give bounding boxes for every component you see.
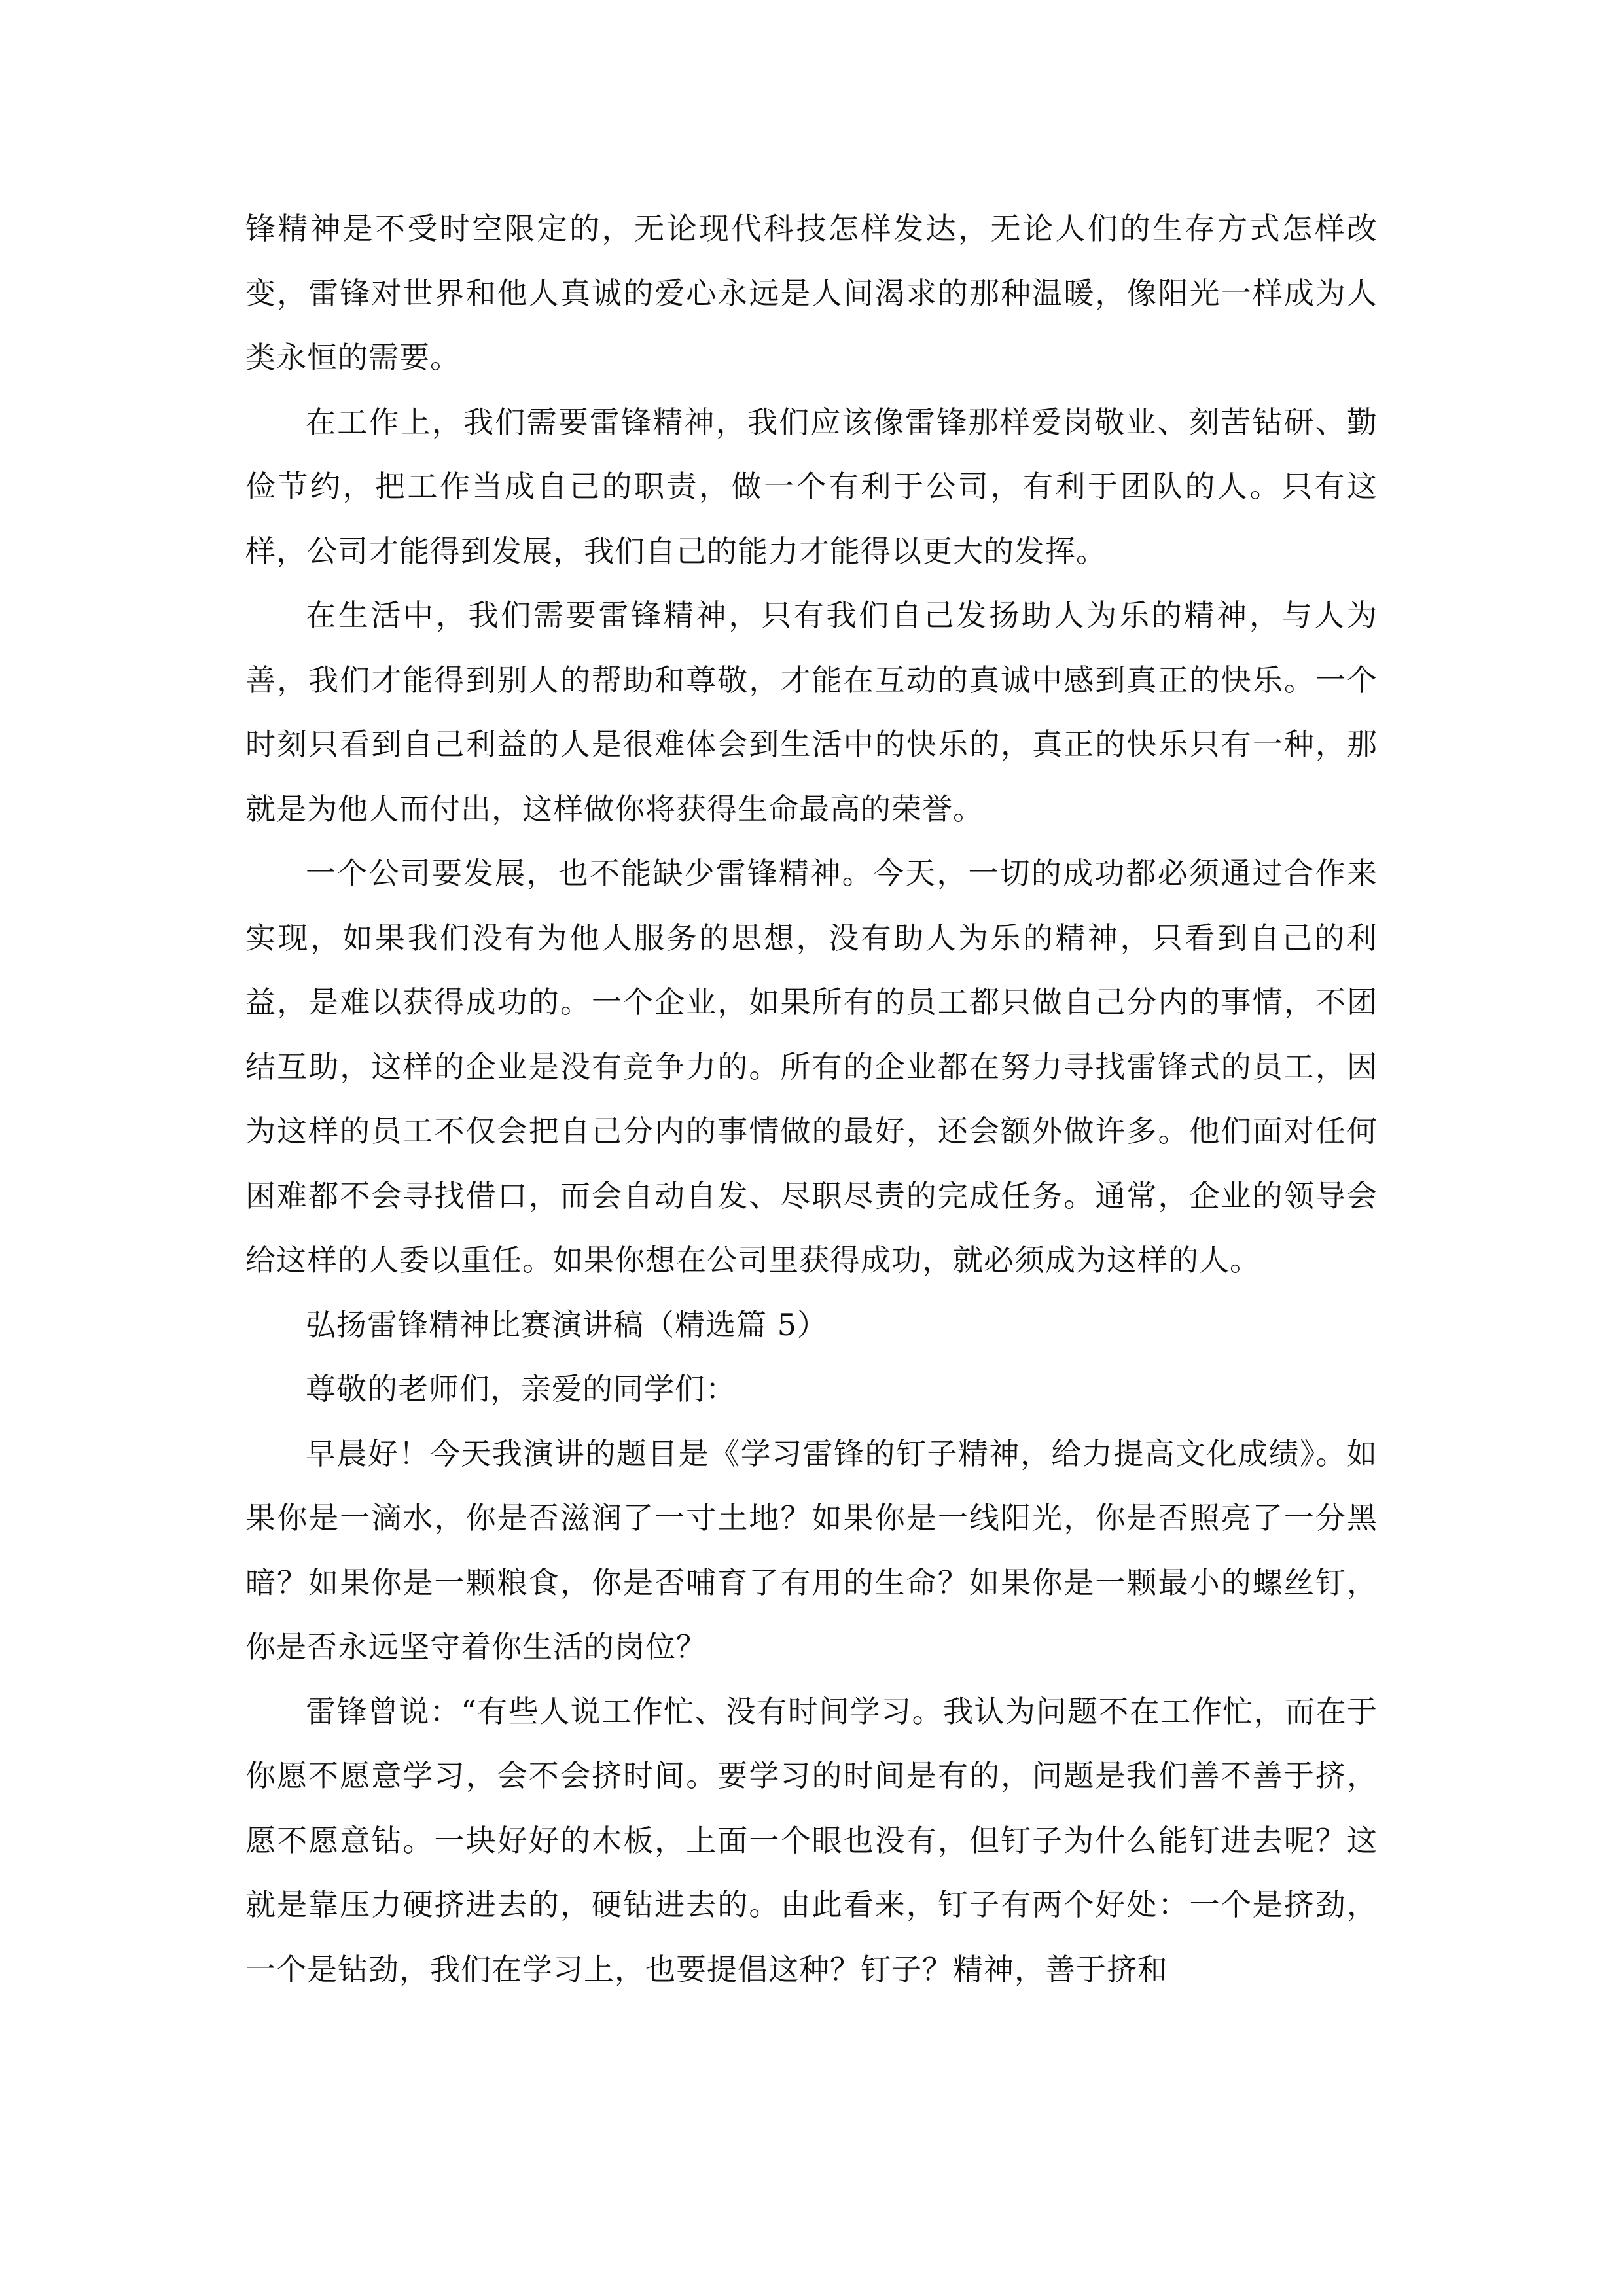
paragraph-continuation: 锋精神是不受时空限定的，无论现代科技怎样发达，无论人们的生存方式怎样改变，雷锋对世界和他人真诚的爱心永远是人间渴求的那种温暖，像阳光一样成为人类永恒的需要。 (245, 211, 1378, 375)
paragraph-life: 在生活中，我们需要雷锋精神，只有我们自己发扬助人为乐的精神，与人为善，我们才能得到别人的帮助和尊敬，才能在互动的真诚中感到真正的快乐。一个时刻只看到自己利益的人是很难体会到生活中的快乐的，真正的快乐只有一种，那就是为他人而付出，这样做你将获得生命最高的荣誉。 (245, 598, 1378, 827)
paragraph-work: 在工作上，我们需要雷锋精神，我们应该像雷锋那样爱岗敬业、刻苦钻研、勤俭节约，把工作当成自己的职责，做一个有利于公司，有利于团队的人。只有这样，公司才能得到发展，我们自己的能力才能得以更大的发挥。 (245, 404, 1378, 569)
section-heading: 弘扬雷锋精神比赛演讲稿（精选篇 5） (306, 1306, 828, 1342)
salutation: 尊敬的老师们，亲爱的同学们： (306, 1371, 736, 1407)
paragraph-greeting: 早晨好！今天我演讲的题目是《学习雷锋的钉子精神，给力提高文化成绩》。如果你是一滴水，你是否滋润了一寸土地？如果你是一线阳光，你是否照亮了一分黑暗？如果你是一颗粮食，你是否哺育了有用的生命？如果你是一颗最小的螺丝钉，你是否永远坚守着你生活的岗位？ (245, 1435, 1378, 1664)
paragraph-quote: 雷锋曾说：“有些人说工作忙、没有时间学习。我认为问题不在工作忙，而在于你愿不愿意学习，会不会挤时间。要学习的时间是有的，问题是我们善不善于挤，愿不愿意钻。一块好好的木板，上面一个眼也没有，但钉子为什么能钉进去呢？这就是靠压力硬挤进去的，硬钻进去的。由此看来，钉子有两个好处：一个是挤劲，一个是钻劲，我们在学习上，也要提倡这种？钉子？精神，善于挤和 (245, 1693, 1378, 1987)
document-body (245, 196, 1378, 2001)
paragraph-company: 一个公司要发展，也不能缺少雷锋精神。今天，一切的成功都必须通过合作来实现，如果我们没有为他人服务的思想，没有助人为乐的精神，只看到自己的利益，是难以获得成功的。一个企业，如果所有的员工都只做自己分内的事情，不团结互助，这样的企业是没有竞争力的。所有的企业都在努力寻找雷锋式的员工，因为这样的员工不仅会把自己分内的事情做的最好，还会额外做许多。他们面对任何困难都不会寻找借口，而会自动自发、尽职尽责的完成任务。通常，企业的领导会给这样的人委以重任。如果你想在公司里获得成功，就必须成为这样的人。 (245, 855, 1378, 1278)
